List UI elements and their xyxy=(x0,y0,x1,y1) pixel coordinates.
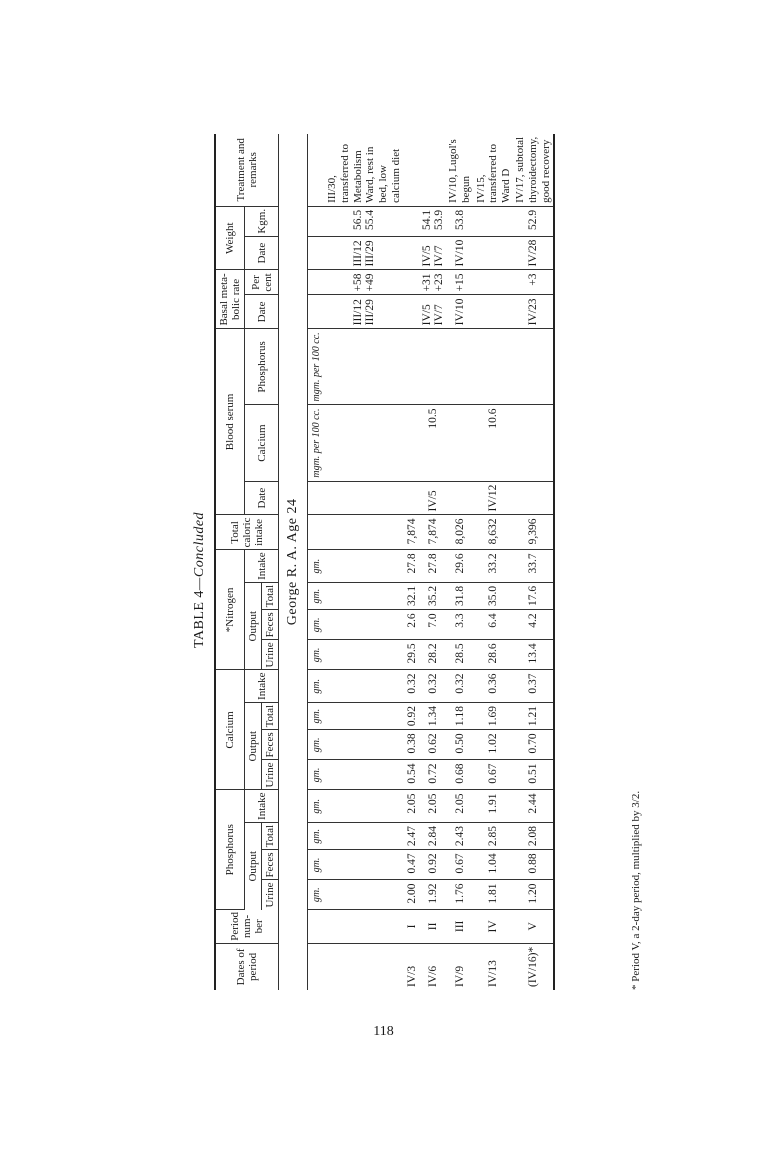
unit-cell: gm. xyxy=(308,760,326,790)
cell-p-feces: 1.04 xyxy=(474,850,514,880)
cell-n-urine: 28.6 xyxy=(474,640,514,670)
cell-n-urine: 13.4 xyxy=(513,640,554,670)
cell-remarks xyxy=(403,134,420,207)
header-n-intake: Intake xyxy=(245,550,279,582)
cell-p-total: 2.84 xyxy=(420,822,446,849)
cell-n-intake: 33.7 xyxy=(513,550,554,582)
unit-cell: mgm. per 100 cc. xyxy=(308,329,326,405)
table-row xyxy=(325,134,403,990)
table-caption-tail: Concluded xyxy=(192,511,207,578)
cell-c-intake: 0.32 xyxy=(446,670,473,702)
cell-p-intake: 2.05 xyxy=(446,790,473,822)
header-p-total: Total xyxy=(262,822,279,849)
unit-cell: gm. xyxy=(308,790,326,822)
cell-n-urine: 28.5 xyxy=(446,640,473,670)
table-row xyxy=(513,134,554,990)
cell-p-urine: 1.81 xyxy=(474,880,514,910)
cell-c-intake: 0.32 xyxy=(403,670,420,702)
cell-p-feces: 0.92 xyxy=(420,850,446,880)
unit-cell: gm. xyxy=(308,730,326,760)
cell-p-total xyxy=(325,822,403,849)
cell-wt-kgm xyxy=(403,206,420,236)
header-n-urine: Urine xyxy=(262,640,279,670)
header-weight-date: Date xyxy=(245,236,279,270)
cell-serum-date xyxy=(513,481,554,515)
cell-p-feces: 0.67 xyxy=(446,850,473,880)
table-row xyxy=(446,134,473,990)
cell-n-total: 35.0 xyxy=(474,582,514,609)
cell-c-urine: 0.51 xyxy=(513,760,554,790)
cell-p-intake: 2.05 xyxy=(403,790,420,822)
cell-n-total: 31.8 xyxy=(446,582,473,609)
cell-n-intake: 33.2 xyxy=(474,550,514,582)
cell-period: I xyxy=(403,910,420,944)
unit-cell: gm. xyxy=(308,610,326,640)
cell-period: III xyxy=(446,910,473,944)
cell-n-intake: 27.8 xyxy=(420,550,446,582)
cell-wt-kgm: 52.9 xyxy=(513,206,554,236)
cell-period: V xyxy=(513,910,554,944)
table-caption: TABLE 4—Concluded xyxy=(192,511,207,649)
cell-bmr-date: IV/23 xyxy=(513,295,554,329)
unit-cell: gm. xyxy=(308,880,326,910)
header-bmr-percent: Per cent xyxy=(245,270,279,295)
cell-n-total xyxy=(325,582,403,609)
cell-wt-date: III/12 III/29 xyxy=(325,236,403,270)
cell-wt-date xyxy=(474,236,514,270)
header-weight: Weight xyxy=(215,206,245,270)
cell-dates: IV/9 xyxy=(453,965,466,987)
cell-c-urine xyxy=(325,760,403,790)
cell-bmr-date xyxy=(403,295,420,329)
cell-bmr-date: IV/5 IV/7 xyxy=(420,295,446,329)
cell-n-urine xyxy=(325,640,403,670)
unit-cell: mgm. per 100 cc. xyxy=(308,405,326,481)
cell-serum-ca xyxy=(325,405,403,481)
cell-c-total: 0.92 xyxy=(403,702,420,729)
cell-serum-date xyxy=(446,481,473,515)
cell-c-feces: 1.02 xyxy=(474,730,514,760)
header-p-intake: Intake xyxy=(245,790,279,822)
header-serum-phosphorus: Phosphorus xyxy=(245,329,279,405)
cell-wt-kgm xyxy=(474,206,514,236)
cell-serum-p xyxy=(325,329,403,405)
unit-cell: gm. xyxy=(308,582,326,609)
cell-serum-date: IV/12 xyxy=(474,481,514,515)
cell-c-feces: 0.70 xyxy=(513,730,554,760)
header-ca-output: Output xyxy=(245,702,262,790)
unit-cell: gm. xyxy=(308,850,326,880)
cell-bmr-date: III/12 III/29 xyxy=(325,295,403,329)
cell-n-feces: 4.2 xyxy=(513,610,554,640)
rotated-table-page xyxy=(192,130,660,1030)
cell-remarks: IV/17, subtotal thyroidectomy, good recovery xyxy=(513,134,554,207)
cell-serum-ca: 10.6 xyxy=(474,405,514,481)
cell-serum-p xyxy=(446,329,473,405)
cell-period: IV xyxy=(474,910,514,944)
cell-serum-date xyxy=(403,481,420,515)
cell-wt-date: IV/10 xyxy=(446,236,473,270)
cell-c-feces: 0.50 xyxy=(446,730,473,760)
header-dates: Dates of period xyxy=(215,943,279,990)
header-p-feces: Feces xyxy=(262,850,279,880)
cell-wt-date xyxy=(403,236,420,270)
cell-n-urine: 29.5 xyxy=(403,640,420,670)
cell-p-total: 2.43 xyxy=(446,822,473,849)
table-footnote: * Period V, a 2-day period, multiplied by 3/2. xyxy=(630,790,642,990)
header-n-total: Total xyxy=(262,582,279,609)
cell-c-intake: 0.37 xyxy=(513,670,554,702)
header-nitrogen: *Nitrogen xyxy=(215,550,245,670)
cell-n-urine: 28.2 xyxy=(420,640,446,670)
header-ca-feces: Feces xyxy=(262,730,279,760)
cell-n-total: 17.6 xyxy=(513,582,554,609)
cell-serum-p xyxy=(420,329,446,405)
cell-p-intake: 2.05 xyxy=(420,790,446,822)
cell-bmr-pct xyxy=(403,270,420,295)
cell-c-intake: 0.36 xyxy=(474,670,514,702)
cell-caloric: 8,026 xyxy=(446,515,473,550)
cell-n-feces: 2.6 xyxy=(403,610,420,640)
cell-serum-ca xyxy=(446,405,473,481)
header-n-feces: Feces xyxy=(262,610,279,640)
table-row xyxy=(474,134,514,990)
header-phosphorus: Phosphorus xyxy=(215,790,245,910)
cell-c-feces: 0.38 xyxy=(403,730,420,760)
cell-caloric: 7,874 xyxy=(420,515,446,550)
table-row xyxy=(420,134,446,990)
cell-c-total: 1.18 xyxy=(446,702,473,729)
cell-p-total: 2.08 xyxy=(513,822,554,849)
cell-serum-date xyxy=(325,481,403,515)
cell-wt-date: IV/28 xyxy=(513,236,554,270)
cell-p-urine xyxy=(325,880,403,910)
unit-cell: gm. xyxy=(308,822,326,849)
cell-p-feces: 0.88 xyxy=(513,850,554,880)
cell-p-intake xyxy=(325,790,403,822)
cell-serum-p xyxy=(403,329,420,405)
cell-dates: IV/13 xyxy=(487,960,500,987)
cell-dates: (IV/16)* xyxy=(513,943,554,990)
cell-remarks: III/30, transferred to Metabolism Ward, rest in bed, low calcium diet xyxy=(325,134,403,207)
header-p-output: Output xyxy=(245,822,262,909)
table-row xyxy=(403,134,420,990)
cell-serum-ca xyxy=(403,405,420,481)
header-ca-total: Total xyxy=(262,702,279,729)
cell-serum-p xyxy=(474,329,514,405)
unit-cell: gm. xyxy=(308,550,326,582)
header-ca-urine: Urine xyxy=(262,760,279,790)
cell-caloric xyxy=(325,515,403,550)
cell-period xyxy=(325,910,403,944)
cell-dates xyxy=(325,943,403,990)
cell-c-total: 1.21 xyxy=(513,702,554,729)
header-remarks: Treatment and remarks xyxy=(215,134,279,207)
cell-p-urine: 1.20 xyxy=(513,880,554,910)
cell-bmr-pct: +58 +49 xyxy=(325,270,403,295)
patient-group-label: George R. A. Age 24 xyxy=(279,134,308,990)
cell-p-urine: 1.76 xyxy=(446,880,473,910)
header-serum-calcium: Calcium xyxy=(245,405,279,481)
header-period: Period num- ber xyxy=(215,910,279,944)
cell-remarks: IV/15, transferred to Ward D xyxy=(474,134,514,207)
cell-p-total: 2.85 xyxy=(474,822,514,849)
cell-serum-date: IV/5 xyxy=(420,481,446,515)
cell-wt-date: IV/5 IV/7 xyxy=(420,236,446,270)
header-weight-kgm: Kgm. xyxy=(245,206,279,236)
cell-n-intake: 27.8 xyxy=(403,550,420,582)
cell-caloric: 8,632 xyxy=(474,515,514,550)
cell-serum-ca xyxy=(513,405,554,481)
header-n-output: Output xyxy=(245,582,262,670)
cell-wt-kgm: 54.1 53.9 xyxy=(420,206,446,236)
cell-remarks: IV/10, Lugol's begun xyxy=(446,134,473,207)
cell-c-total: 1.69 xyxy=(474,702,514,729)
cell-p-total: 2.47 xyxy=(403,822,420,849)
header-blood-serum: Blood serum xyxy=(215,329,245,515)
cell-p-feces: 0.47 xyxy=(403,850,420,880)
unit-cell: gm. xyxy=(308,670,326,702)
cell-serum-ca: 10.5 xyxy=(420,405,446,481)
cell-bmr-pct: +3 xyxy=(513,270,554,295)
cell-n-intake: 29.6 xyxy=(446,550,473,582)
cell-serum-p xyxy=(513,329,554,405)
cell-c-feces: 0.62 xyxy=(420,730,446,760)
cell-caloric: 7,874 xyxy=(403,515,420,550)
metabolism-table xyxy=(214,134,555,990)
cell-wt-kgm: 53.8 xyxy=(446,206,473,236)
header-ca-intake: Intake xyxy=(245,670,279,702)
cell-bmr-pct: +15 xyxy=(446,270,473,295)
cell-period: II xyxy=(420,910,446,944)
cell-p-intake: 1.91 xyxy=(474,790,514,822)
cell-bmr-date: IV/10 xyxy=(446,295,473,329)
table-caption-lead: TABLE 4 xyxy=(192,590,207,649)
cell-c-total xyxy=(325,702,403,729)
cell-p-feces xyxy=(325,850,403,880)
cell-wt-kgm: 56.5 55.4 xyxy=(325,206,403,236)
cell-n-feces: 6.4 xyxy=(474,610,514,640)
header-p-urine: Urine xyxy=(262,880,279,910)
cell-dates: IV/3 xyxy=(405,965,418,987)
cell-n-total: 35.2 xyxy=(420,582,446,609)
cell-c-urine: 0.54 xyxy=(403,760,420,790)
cell-n-intake xyxy=(325,550,403,582)
cell-bmr-date xyxy=(474,295,514,329)
cell-c-intake: 0.32 xyxy=(420,670,446,702)
header-bmr-date: Date xyxy=(245,295,279,329)
header-serum-date: Date xyxy=(245,481,279,515)
cell-c-total: 1.34 xyxy=(420,702,446,729)
cell-n-feces: 7.0 xyxy=(420,610,446,640)
cell-bmr-pct: +31 +23 xyxy=(420,270,446,295)
cell-p-urine: 2.00 xyxy=(403,880,420,910)
cell-c-urine: 0.67 xyxy=(474,760,514,790)
cell-c-urine: 0.72 xyxy=(420,760,446,790)
cell-n-feces xyxy=(325,610,403,640)
cell-c-feces xyxy=(325,730,403,760)
cell-p-urine: 1.92 xyxy=(420,880,446,910)
cell-n-feces: 3.3 xyxy=(446,610,473,640)
cell-remarks xyxy=(420,134,446,207)
cell-bmr-pct xyxy=(474,270,514,295)
unit-cell: gm. xyxy=(308,702,326,729)
cell-c-intake xyxy=(325,670,403,702)
header-calcium: Calcium xyxy=(215,670,245,790)
header-bmr: Basal meta- bolic rate xyxy=(215,270,245,329)
cell-caloric: 9,396 xyxy=(513,515,554,550)
header-caloric: Total caloric intake xyxy=(215,515,279,550)
units-row xyxy=(308,134,326,990)
unit-cell: gm. xyxy=(308,640,326,670)
cell-n-total: 32.1 xyxy=(403,582,420,609)
cell-c-urine: 0.68 xyxy=(446,760,473,790)
page-number: 118 xyxy=(373,1024,394,1039)
cell-dates: IV/6 xyxy=(427,965,440,987)
cell-p-intake: 2.44 xyxy=(513,790,554,822)
